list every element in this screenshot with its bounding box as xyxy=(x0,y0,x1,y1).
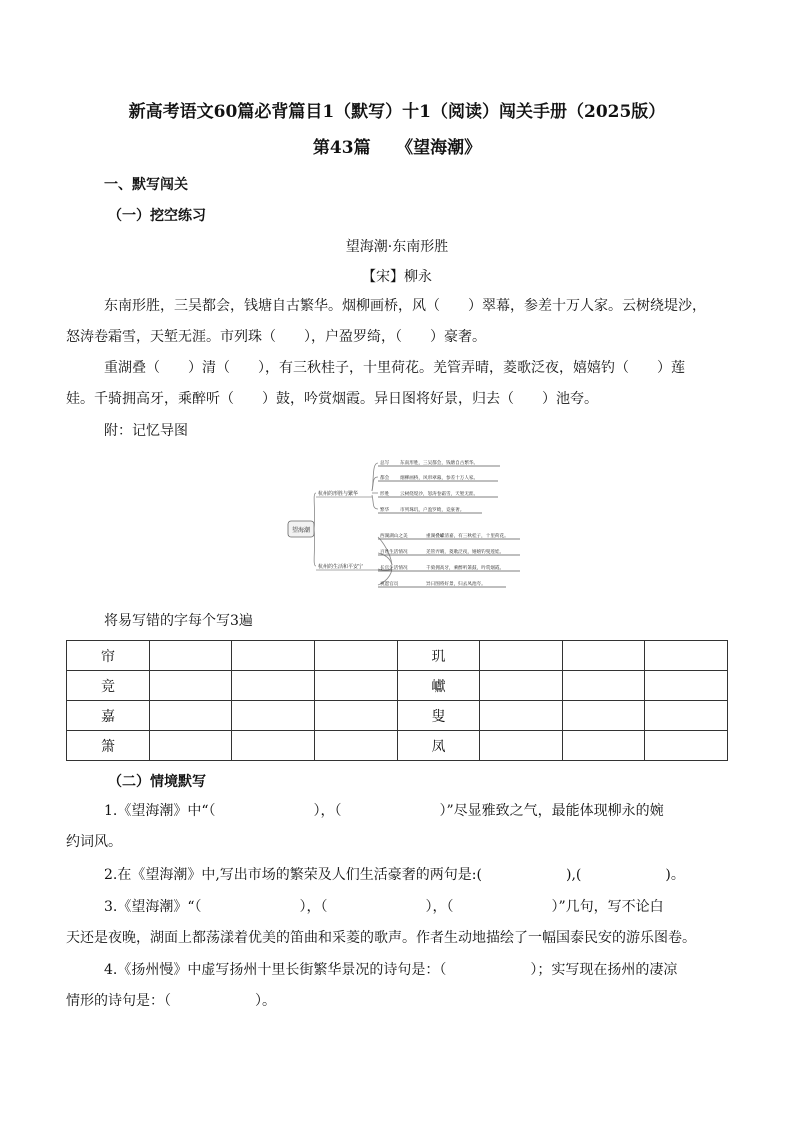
writing-cell[interactable] xyxy=(645,671,728,701)
writing-cell[interactable] xyxy=(314,671,397,701)
writing-cell[interactable] xyxy=(314,731,397,761)
mindmap-value: 羌管弄晴，菱歌泛夜，嬉嬉钓叟莲娃。 xyxy=(426,550,505,555)
writing-cell[interactable] xyxy=(232,671,315,701)
practice-char: 帘 xyxy=(67,641,150,671)
writing-cell[interactable] xyxy=(480,671,563,701)
mindmap-value: 市列珠玑，户盈罗绮，竞豪奢。 xyxy=(400,508,465,513)
document-subtitle: 第43篇 《望海潮》 xyxy=(312,138,482,158)
poem-title: 望海潮·东南形胜 xyxy=(345,239,449,255)
practice-char: 凤 xyxy=(397,731,480,761)
writing-cell[interactable] xyxy=(480,731,563,761)
writing-cell[interactable] xyxy=(562,671,645,701)
mindmap-key: 都会 xyxy=(380,476,390,481)
practice-char: 玑 xyxy=(397,641,480,671)
mindmap-value: 重湖叠巘清嘉，有三秋桂子，十里荷花。 xyxy=(426,534,509,539)
section1-heading: 一、默写闯关 xyxy=(104,177,188,193)
practice-char: 巘 xyxy=(397,671,480,701)
mindmap-value: 千骑拥高牙，乘醉听箫鼓，吟赏烟霞。 xyxy=(426,566,505,571)
mindmap-branch: 杭州的形胜与繁华 xyxy=(318,491,359,497)
question-4-line: 4.《扬州慢》中虚写扬州十里长街繁华景况的诗句是：（ ）；实写现在扬州的凄凉 xyxy=(104,962,678,978)
question-2: 2.在《望海潮》中,写出市场的繁荣及人们生活豪奢的两句是:( ),( )。 xyxy=(104,867,685,883)
writing-cell[interactable] xyxy=(149,731,232,761)
question-4-line: 情形的诗句是：（ ）。 xyxy=(66,993,276,1009)
mindmap-key: 百姓生活情况 xyxy=(380,550,408,555)
writing-cell[interactable] xyxy=(149,671,232,701)
poem-line: 重湖叠（ ）清（ ），有三秋桂子，十里荷花。羌管弄晴，菱歌泛夜，嬉嬉钓（ ）莲 xyxy=(104,360,685,376)
writing-cell[interactable] xyxy=(645,641,728,671)
practice-table xyxy=(66,640,728,761)
practice-char: 箫 xyxy=(67,731,150,761)
mindmap-key: 总写 xyxy=(380,461,390,466)
mindmap-key: 形胜 xyxy=(380,492,390,497)
practice-char: 叟 xyxy=(397,701,480,731)
practice-char: 竞 xyxy=(67,671,150,701)
mindmap-key: 长官生活情况 xyxy=(380,566,408,571)
document-title: 新高考语文60篇必背篇目1（默写）十1（阅读）闯关手册（2025版） xyxy=(128,102,666,122)
question-1-line: 1.《望海潮》中“（ ），（ ）”尽显雅致之气，最能体现柳永的婉 xyxy=(104,803,664,819)
poem-line: 怒涛卷霜雪，天堑无涯。市列珠（ ），户盈罗绮，（ ）豪奢。 xyxy=(66,329,486,345)
writing-cell[interactable] xyxy=(645,731,728,761)
poem-line: 娃。千骑拥高牙，乘醉听（ ）鼓，吟赏烟霞。异日图将好景，归去（ ）池夸。 xyxy=(66,391,598,407)
subsection-fill-blank: （一）挖空练习 xyxy=(108,208,206,224)
writing-cell[interactable] xyxy=(314,701,397,731)
writing-cell[interactable] xyxy=(232,701,315,731)
mindmap-branch: 杭州的生活和平安宁 xyxy=(318,564,364,570)
mind-map xyxy=(286,449,520,601)
writing-cell[interactable] xyxy=(149,641,232,671)
writing-cell[interactable] xyxy=(314,641,397,671)
writing-cell[interactable] xyxy=(562,701,645,731)
writing-cell[interactable] xyxy=(149,701,232,731)
mindmap-value: 东南形胜，三吴都会，钱塘自古繁华。 xyxy=(400,461,479,466)
question-1-line: 约词风。 xyxy=(66,834,122,850)
table-row xyxy=(67,641,728,671)
question-3-line: 3.《望海潮》“（ ），（ ），（ ）”几句，写不论白 xyxy=(104,899,664,915)
writing-cell[interactable] xyxy=(480,701,563,731)
table-row xyxy=(67,701,728,731)
mindmap-key: 西湖湖山之美 xyxy=(380,534,408,539)
mindmap-key: 繁华 xyxy=(380,508,390,513)
poem-author: 【宋】柳永 xyxy=(362,269,432,285)
writing-cell[interactable] xyxy=(232,731,315,761)
writing-cell[interactable] xyxy=(480,641,563,671)
practice-char: 嘉 xyxy=(67,701,150,731)
practice-label: 将易写错的字每个写3遍 xyxy=(104,613,253,629)
mindmap-key: 祝愿官员 xyxy=(380,582,399,587)
table-row xyxy=(67,731,728,761)
mindmap-value: 烟柳画桥，风帘翠幕，参差十万人家。 xyxy=(400,476,479,481)
mindmap-root: 望海潮 xyxy=(291,527,311,534)
poem-line: 东南形胜，三吴都会，钱塘自古繁华。烟柳画桥，风（ ）翠幕，参差十万人家。云树绕堤沙， xyxy=(104,298,706,314)
table-row xyxy=(67,671,728,701)
attachment-label: 附：记忆导图 xyxy=(104,423,188,439)
question-3-line: 天还是夜晚，湖面上都荡漾着优美的笛曲和采菱的歌声。作者生动地描绘了一幅国泰民安的游乐图卷。 xyxy=(66,930,696,946)
writing-cell[interactable] xyxy=(562,731,645,761)
writing-cell[interactable] xyxy=(562,641,645,671)
mindmap-value: 异日图将好景，归去凤池夸。 xyxy=(426,582,486,587)
writing-cell[interactable] xyxy=(232,641,315,671)
mindmap-value: 云树绕堤沙，怒涛卷霜雪，天堑无涯。 xyxy=(400,492,479,497)
section2-heading: （二）情境默写 xyxy=(108,774,206,790)
writing-cell[interactable] xyxy=(645,701,728,731)
